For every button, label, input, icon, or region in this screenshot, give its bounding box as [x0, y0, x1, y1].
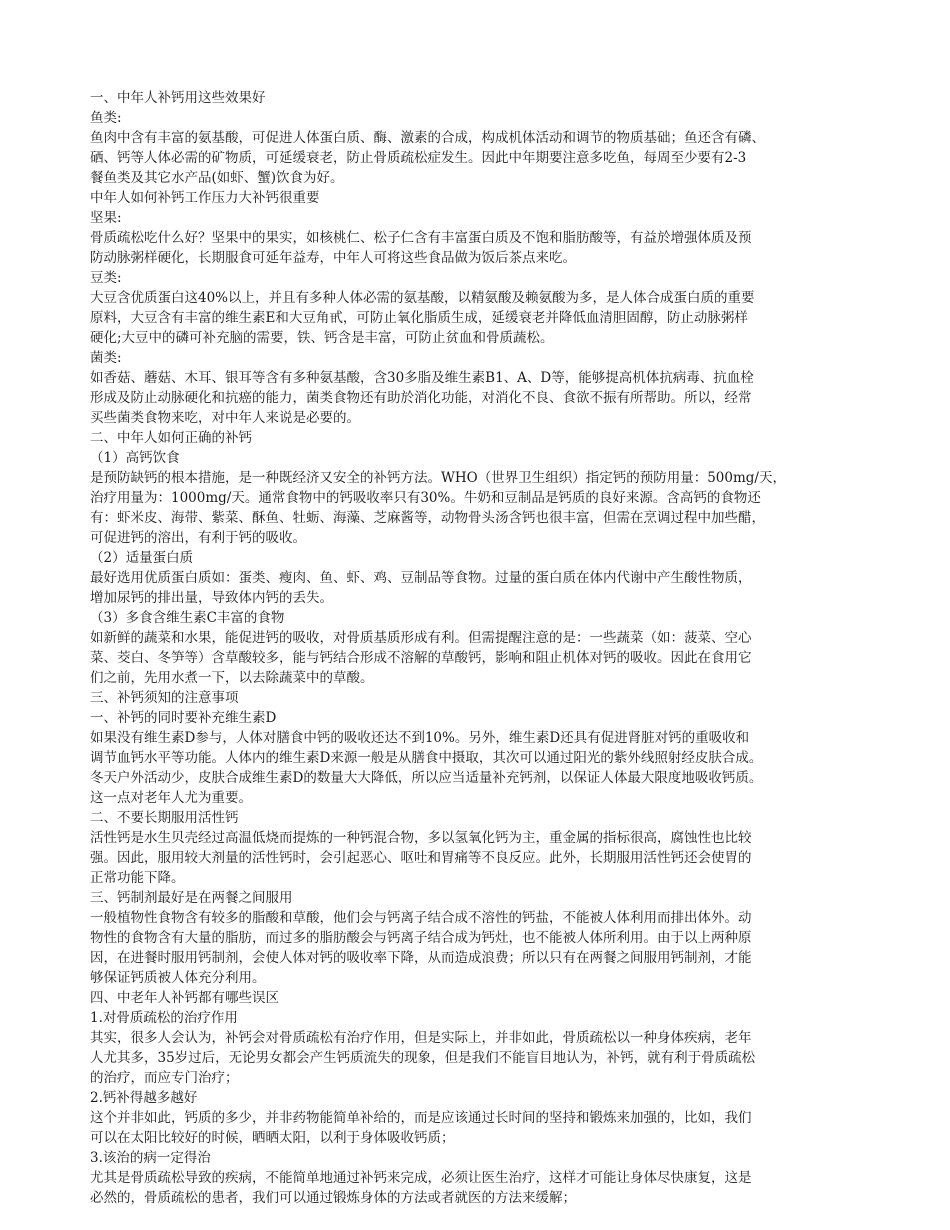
text-heading	[90, 268, 880, 288]
text-line: 原料，大豆含有丰富的维生素E和大豆角甙，可防止氧化脂质生成，延缓衰老并降低血清胆固醇，防止动脉粥样	[90, 310, 748, 326]
text-line: （3）多食含维生素C丰富的食物	[90, 610, 285, 626]
text-heading	[90, 108, 880, 128]
text-line: 硒、钙等人体必需的矿物质，可延缓衰老，防止骨质疏松症发生。因此中年期要注意多吃鱼，每周至少要有2-3	[90, 150, 747, 166]
text-line: 如新鲜的蔬菜和水果，能促进钙的吸收，对骨质基质形成有利。但需提醒注意的是：一些蔬菜（如：菠菜、空心	[90, 630, 752, 646]
text-line: 有：虾米皮、海带、紫菜、酥鱼、牡蛎、海藻、芝麻酱等，动物骨头汤含钙也很丰富，但需在烹调过程中加些醋，	[90, 510, 765, 526]
text-line: 治疗用量为：1000mg/天。通常食物中的钙吸收率只有30%。牛奶和豆制品是钙质的良好来源。含高钙的食物还	[90, 490, 761, 506]
text-line: 因，在进餐时服用钙制剂，会使人体对钙的吸收率下降，从而造成浪费；所以只有在两餐之间服用钙制剂，才能	[90, 950, 752, 966]
text-line: 坚果:	[90, 210, 122, 226]
text-paragraph	[90, 628, 880, 688]
text-heading	[90, 188, 880, 208]
text-line: 四、中老年人补钙都有哪些误区	[90, 990, 279, 1006]
text-line: 三、补钙须知的注意事项	[90, 690, 239, 706]
text-line: 这个并非如此，钙质的多少，并非药物能简单补给的，而是应该通过长时间的坚持和锻炼来加强的，比如，我们	[90, 1110, 752, 1126]
text-line: 菌类:	[90, 350, 122, 366]
text-paragraph	[90, 468, 880, 548]
text-paragraph	[90, 908, 880, 988]
text-line: 可以在太阳比较好的时候，晒晒太阳，以利于身体吸收钙质；	[90, 1130, 455, 1146]
text-line: 鱼类:	[90, 110, 122, 126]
text-paragraph	[90, 828, 880, 888]
text-heading	[90, 208, 880, 228]
text-paragraph	[90, 288, 880, 348]
text-heading	[90, 1088, 880, 1108]
text-line: 三、钙制剂最好是在两餐之间服用	[90, 890, 293, 906]
text-paragraph	[90, 228, 880, 268]
text-paragraph	[90, 368, 880, 428]
text-paragraph	[90, 568, 880, 608]
text-paragraph	[90, 1168, 880, 1208]
text-line: 餐鱼类及其它水产品(如虾、蟹)饮食为好。	[90, 170, 344, 186]
text-line: 2.钙补得越多越好	[90, 1090, 198, 1106]
text-line: 强。因此，服用较大剂量的活性钙时，会引起恶心、呕吐和胃痛等不良反应。此外，长期服用活性钙还会使胃的	[90, 850, 752, 866]
text-line: 二、中年人如何正确的补钙	[90, 430, 252, 446]
text-line: 二、不要长期服用活性钙	[90, 810, 239, 826]
text-line: 们之前，先用水煮一下，以去除蔬菜中的草酸。	[90, 670, 374, 686]
text-line: 1.对骨质疏松的治疗作用	[90, 1010, 238, 1026]
text-heading	[90, 548, 880, 568]
text-line: 正常功能下降。	[90, 870, 185, 886]
text-heading	[90, 1008, 880, 1028]
text-heading	[90, 688, 880, 708]
text-line: 活性钙是水生贝壳经过高温低烧而提炼的一种钙混合物，多以氢氧化钙为主，重金属的指标很高，腐蚀性也比较	[90, 830, 752, 846]
text-heading	[90, 888, 880, 908]
text-line: 是预防缺钙的根本措施，是一种既经济又安全的补钙方法。WHO（世界卫生组织）指定钙的预防用量：500mg/天，	[90, 470, 786, 486]
text-line: 的治疗，而应专门治疗；	[90, 1070, 239, 1086]
text-line: 可促进钙的溶出，有利于钙的吸收。	[90, 530, 306, 546]
text-line: 调节血钙水平等功能。人体内的维生素D来源一般是从膳食中摄取，其次可以通过阳光的紫外线照射经皮肤合成。	[90, 750, 763, 766]
text-line: 够保证钙质被人体充分利用。	[90, 970, 266, 986]
text-heading	[90, 608, 880, 628]
text-line: 其实，很多人会认为，补钙会对骨质疏松有治疗作用，但是实际上，并非如此，骨质疏松以一种身体疾病，老年	[90, 1030, 752, 1046]
text-heading	[90, 708, 880, 728]
text-paragraph	[90, 1108, 880, 1148]
text-line: 中年人如何补钙工作压力大补钙很重要	[90, 190, 320, 206]
text-line: 这一点对老年人尤为重要。	[90, 790, 252, 806]
text-heading	[90, 448, 880, 468]
text-line: 一、中年人补钙用这些效果好	[90, 90, 266, 106]
text-line: 防动脉粥样硬化，长期服食可延年益寿，中年人可将这些食品做为饭后茶点来吃。	[90, 250, 576, 266]
text-line: 形成及防止动脉硬化和抗癌的能力，菌类食物还有助於消化功能，对消化不良、食欲不振有所帮助。所以，经常	[90, 390, 752, 406]
text-line: 买些菌类食物来吃，对中年人来说是必要的。	[90, 410, 360, 426]
text-line: 骨质疏松吃什么好？坚果中的果实，如核桃仁、松子仁含有丰富蛋白质及不饱和脂肪酸等，有益於增强体质及预	[90, 230, 752, 246]
text-line: 菜、茭白、冬笋等）含草酸较多，能与钙结合形成不溶解的草酸钙，影响和阻止机体对钙的吸收。因此在食用它	[90, 650, 752, 666]
text-heading	[90, 1148, 880, 1168]
text-line: 尤其是骨质疏松导致的疾病，不能简单地通过补钙来完成，必须让医生治疗，这样才可能让身体尽快康复，这是	[90, 1170, 752, 1186]
text-heading	[90, 88, 880, 108]
text-line: （2）适量蛋白质	[90, 550, 194, 566]
text-line: 冬天户外活动少，皮肤合成维生素D的数量大大降低，所以应当适量补充钙剂，以保证人体最大限度地吸收钙质。	[90, 770, 763, 786]
text-line: 豆类:	[90, 270, 122, 286]
text-line: 3.该治的病一定得治	[90, 1150, 211, 1166]
text-line: 必然的，骨质疏松的患者，我们可以通过锻炼身体的方法或者就医的方法来缓解；	[90, 1190, 576, 1206]
text-paragraph	[90, 128, 880, 188]
text-heading	[90, 428, 880, 448]
text-line: 鱼肉中含有丰富的氨基酸，可促进人体蛋白质、酶、激素的合成，构成机体活动和调节的物质基础；鱼还含有磷、	[90, 130, 765, 146]
text-line: 硬化;大豆中的磷可补充脑的需要，铁、钙含是丰富，可防止贫血和骨质蔬松。	[90, 330, 554, 346]
text-paragraph	[90, 1028, 880, 1088]
text-heading	[90, 808, 880, 828]
text-line: 如香菇、蘑菇、木耳、银耳等含有多种氨基酸，含30多脂及维生素B1、A、D等，能够提高机体抗病毒、抗血栓	[90, 370, 754, 386]
text-line: 物性的食物含有大量的脂肪，而过多的脂肪酸会与钙离子结合成为钙灶，也不能被人体所利用。由于以上两种原	[90, 930, 752, 946]
text-line: 一般植物性食物含有较多的脂酸和草酸，他们会与钙离子结合成不溶性的钙盐，不能被人体利用而排出体外。动	[90, 910, 752, 926]
text-line: 最好选用优质蛋白质如：蛋类、瘦肉、鱼、虾、鸡、豆制品等食物。过量的蛋白质在体内代谢中产生酸性物质，	[90, 570, 752, 586]
text-line: （1）高钙饮食	[90, 450, 180, 466]
text-line: 大豆含优质蛋白这40%以上，并且有多种人体必需的氨基酸，以精氨酸及赖氨酸为多，是人体合成蛋白质的重要	[90, 290, 755, 306]
text-line: 如果没有维生素D参与，人体对膳食中钙的吸收还达不到10%。另外，维生素D还具有促进肾脏对钙的重吸收和	[90, 730, 750, 746]
text-line: 增加尿钙的排出量，导致体内钙的丢失。	[90, 590, 333, 606]
text-heading	[90, 348, 880, 368]
text-paragraph	[90, 728, 880, 808]
text-line: 人尤其多，35岁过后，无论男女都会产生钙质流失的现象，但是我们不能盲目地认为，补钙，就有利于骨质疏松	[90, 1050, 756, 1066]
text-line: 一、补钙的同时要补充维生素D	[90, 710, 277, 726]
text-heading	[90, 988, 880, 1008]
